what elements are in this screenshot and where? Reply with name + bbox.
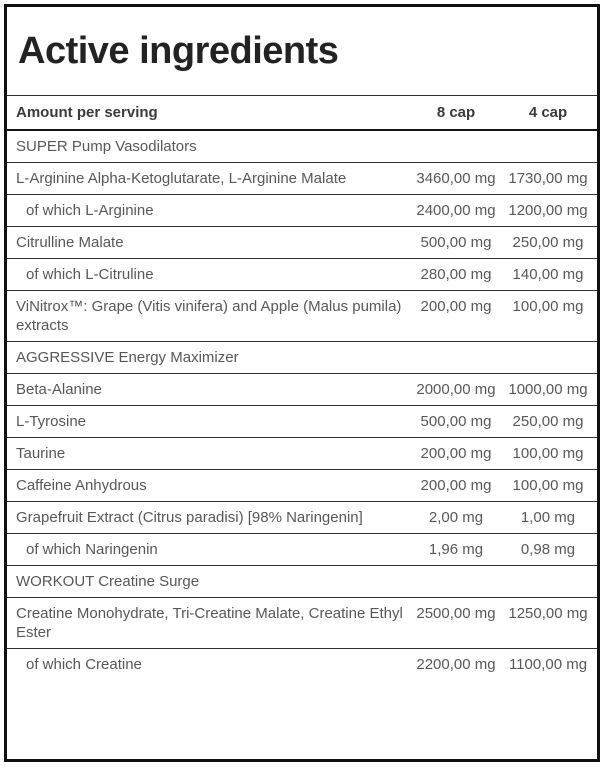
page-title: Active ingredients (18, 29, 339, 72)
amount-4cap: 1250,00 mg (508, 605, 588, 622)
amount-4cap: 1100,00 mg (508, 656, 588, 673)
amount-4cap: 100,00 mg (512, 445, 584, 462)
ingredient-name: Beta-Alanine (16, 381, 102, 398)
amount-4cap: 100,00 mg (512, 477, 584, 494)
ingredient-name: of which L-Citruline (26, 266, 154, 283)
ingredient-name: L-Arginine Alpha-Ketoglutarate, L-Arginine Malate (16, 170, 347, 187)
ingredient-name: of which Creatine (26, 656, 142, 673)
column-header-4cap: 4 cap (499, 96, 597, 130)
ingredient-name: Taurine (16, 445, 66, 462)
amount-8cap: 2200,00 mg (416, 656, 496, 673)
amount-8cap: 2000,00 mg (416, 381, 496, 398)
table-row (7, 195, 597, 227)
amount-8cap: 200,00 mg (420, 298, 492, 315)
amount-4cap: 0,98 mg (520, 541, 576, 558)
table-row (7, 438, 597, 470)
amount-4cap: 100,00 mg (512, 298, 584, 315)
amount-4cap: 1200,00 mg (508, 202, 588, 219)
amount-4cap: 1,00 mg (520, 509, 576, 526)
table-row (7, 649, 597, 681)
amount-8cap: 500,00 mg (420, 234, 492, 251)
amount-4cap: 140,00 mg (512, 266, 584, 283)
table-header-row (7, 96, 597, 130)
section-row (7, 342, 597, 374)
amount-8cap: 2400,00 mg (416, 202, 496, 219)
amount-4cap: 1000,00 mg (508, 381, 588, 398)
table-row (7, 502, 597, 534)
ingredient-name: ViNitrox™: Grape (Vitis vinifera) and Apple (Malus pumila) extracts (16, 298, 402, 334)
amount-8cap: 2500,00 mg (416, 605, 496, 622)
section-row (7, 566, 597, 598)
ingredient-name: Grapefruit Extract (Citrus paradisi) [98% Naringenin] (16, 509, 363, 526)
table-row (7, 227, 597, 259)
table-row (7, 598, 597, 649)
title-bar (7, 7, 597, 96)
section-title: WORKOUT Creatine Surge (16, 573, 200, 590)
section-title: SUPER Pump Vasodilators (16, 138, 197, 155)
ingredients-panel (4, 4, 600, 762)
section-title: AGGRESSIVE Energy Maximizer (16, 349, 239, 366)
ingredient-name: of which L-Arginine (26, 202, 154, 219)
amount-4cap: 1730,00 mg (508, 170, 588, 187)
amount-8cap: 500,00 mg (420, 413, 492, 430)
ingredient-name: Citrulline Malate (16, 234, 124, 251)
amount-8cap: 200,00 mg (420, 477, 492, 494)
ingredients-table (7, 96, 597, 680)
table-row (7, 163, 597, 195)
amount-4cap: 250,00 mg (512, 413, 584, 430)
ingredient-name: of which Naringenin (26, 541, 158, 558)
amount-8cap: 1,96 mg (428, 541, 484, 558)
table-row (7, 259, 597, 291)
table-row (7, 534, 597, 566)
amount-8cap: 280,00 mg (420, 266, 492, 283)
amount-8cap: 3460,00 mg (416, 170, 496, 187)
amount-8cap: 2,00 mg (428, 509, 484, 526)
column-header-8cap: 8 cap (413, 96, 499, 130)
ingredient-name: Caffeine Anhydrous (16, 477, 147, 494)
table-row (7, 374, 597, 406)
amount-8cap: 200,00 mg (420, 445, 492, 462)
table-body (7, 130, 597, 680)
table-row (7, 406, 597, 438)
section-row (7, 130, 597, 163)
table-row (7, 470, 597, 502)
ingredient-name: L-Tyrosine (16, 413, 87, 430)
table-row (7, 291, 597, 342)
amount-4cap: 250,00 mg (512, 234, 584, 251)
column-header-amount-per-serving: Amount per serving (7, 96, 413, 130)
ingredient-name: Creatine Monohydrate, Tri-Creatine Malate, Creatine Ethyl Ester (16, 605, 403, 641)
